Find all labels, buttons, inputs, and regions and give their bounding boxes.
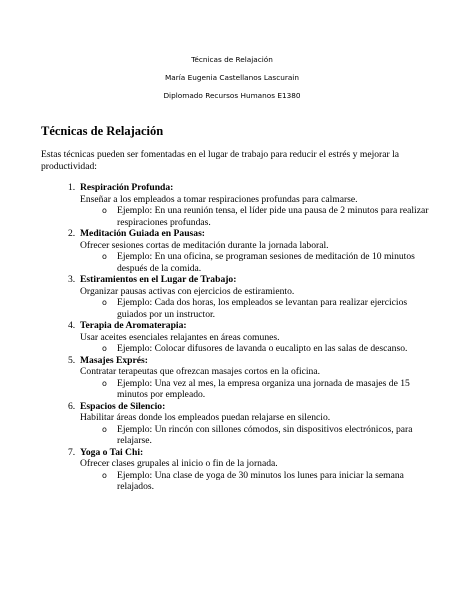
item-title: Meditación Guiada en Pausas: xyxy=(80,228,205,239)
item-description: Ofrecer clases grupales al inicio o fin de la jornada. xyxy=(80,458,278,469)
bullet-icon: o xyxy=(102,470,107,480)
intro-paragraph: Estas técnicas pueden ser fomentadas en el lugar de trabajo para reducir el estrés y mejorar la productividad: xyxy=(41,149,400,172)
item-example xyxy=(80,424,431,447)
item-title: Yoga o Tai Chi: xyxy=(80,446,144,458)
bullet-icon: o xyxy=(102,206,107,215)
example-text: Ejemplo: Una vez al mes, la empresa organiza una jornada de masajes de 15 minutos por empleado. xyxy=(117,377,410,400)
bullet-icon: o xyxy=(102,378,107,388)
author-name: María Eugenia Castellanos Lascurain xyxy=(165,73,299,82)
item-title: Estiramientos en el Lugar de Trabajo: xyxy=(80,274,237,285)
example-text: Ejemplo: En una reunión tensa, el líder pide una pausa de 2 minutos para realizar respiraciones profundas. xyxy=(117,205,429,228)
item-description: Enseñar a los empleados a tomar respiraciones profundas para calmarse. xyxy=(80,193,358,205)
technique-item xyxy=(41,274,431,320)
technique-item xyxy=(41,355,431,401)
bullet-icon: o xyxy=(102,424,107,434)
document-title: Técnicas de Relajación xyxy=(191,55,273,64)
item-example xyxy=(80,297,431,320)
technique-item xyxy=(41,228,431,274)
technique-item xyxy=(41,447,431,493)
item-example xyxy=(80,343,431,355)
example-text: Ejemplo: Una clase de yoga de 30 minutos los lunes para iniciar la semana relajados. xyxy=(117,469,404,492)
bullet-icon: o xyxy=(102,344,107,353)
technique-item xyxy=(41,401,431,447)
technique-item xyxy=(41,320,431,355)
section-heading: Técnicas de Relajación xyxy=(41,124,164,138)
item-description: Habilitar áreas donde los empleados puedan relajarse en silencio. xyxy=(80,412,331,423)
item-example xyxy=(80,251,431,274)
bullet-icon: o xyxy=(102,298,107,307)
technique-item xyxy=(41,182,431,228)
item-description: Contratar terapeutas que ofrezcan masajes cortos en la oficina. xyxy=(80,366,320,377)
example-text: Ejemplo: Colocar difusores de lavanda o eucalipto en las salas de descanso. xyxy=(117,343,408,354)
example-text: Ejemplo: Cada dos horas, los empleados se levantan para realizar ejercicios guiados por un instructor. xyxy=(117,297,408,320)
item-description: Ofrecer sesiones cortas de meditación durante la jornada laboral. xyxy=(80,239,329,251)
item-title: Terapia de Aromaterapia: xyxy=(80,320,187,331)
item-number: 6. xyxy=(68,400,76,412)
item-example xyxy=(80,205,431,228)
item-example xyxy=(80,378,431,401)
item-number: 5. xyxy=(68,354,76,366)
item-number: 2. xyxy=(68,228,76,239)
item-number: 7. xyxy=(68,446,76,458)
bullet-icon: o xyxy=(102,252,107,261)
item-title: Respiración Profunda: xyxy=(80,182,174,193)
item-title: Espacios de Silencio: xyxy=(80,400,166,412)
example-text: Ejemplo: En una oficina, se programan sesiones de meditación de 10 minutos después de la comida. xyxy=(117,251,415,274)
example-text: Ejemplo: Un rincón con sillones cómodos, sin dispositivos electrónicos, para relajarse. xyxy=(117,423,413,446)
item-description: Organizar pausas activas con ejercicios de estiramiento. xyxy=(80,285,295,297)
item-number: 1. xyxy=(68,182,76,193)
item-description: Usar aceites esenciales relajantes en áreas comunes. xyxy=(80,331,280,343)
techniques-list xyxy=(41,182,431,493)
item-title: Masajes Exprés: xyxy=(80,354,148,366)
course-name: Diplomado Recursos Humanos E1380 xyxy=(163,91,301,100)
item-example xyxy=(80,470,431,493)
item-number: 3. xyxy=(68,274,76,285)
item-number: 4. xyxy=(68,320,76,331)
